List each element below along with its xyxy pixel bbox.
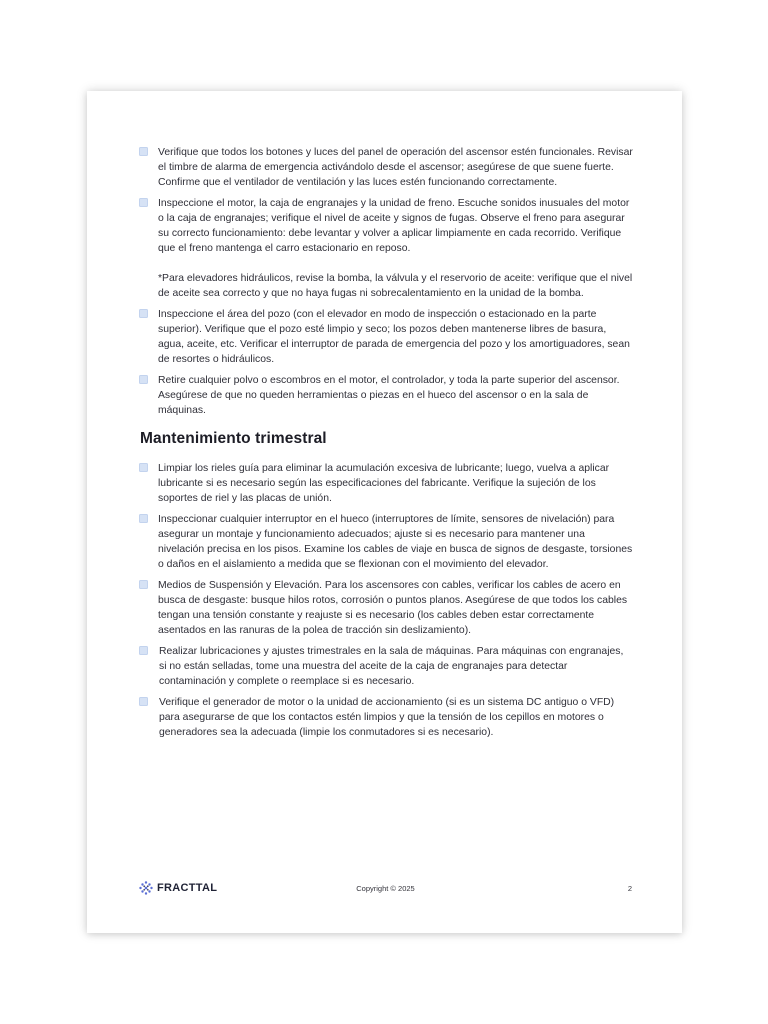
- logo-text: FRACTTAL: [157, 882, 218, 894]
- checklist-item: [139, 373, 633, 418]
- item-text: Inspeccione el motor, la caja de engranajes y la unidad de freno. Escuche sonidos inusuales del motor o la caja de engranajes; verifique el nivel de aceite y signos de fugas. Observe el freno para asegurar su correcto funcionamiento: debe levantar y volver a aplicar limpiamente en cada recorrido. Verifique que el freno mantenga el carro estacionario en reposo.: [158, 198, 630, 254]
- item-text: Inspeccionar cualquier interruptor en el hueco (interruptores de límite, sensores de nivelación) para asegurar un montaje y funcionamiento adecuados; ajuste si es necesario para mantener una nivelación precisa en los pisos. Examine los cables de viaje en busca de signos de desgaste, torsiones o daños en el aislamiento a medida que se flexionan con el movimiento del elevador.: [158, 514, 633, 570]
- checkbox[interactable]: [139, 147, 148, 156]
- checklist-item: [139, 307, 633, 367]
- item-text: Realizar lubricaciones y ajustes trimestrales en la sala de máquinas. Para máquinas con engranajes, si no están selladas, tome una muestra del aceite de la caja de engranajes para detectar contaminación y complete o reemplace si es necesario.: [159, 646, 624, 687]
- checkbox[interactable]: [139, 309, 148, 318]
- checklist-item: [139, 196, 633, 301]
- checkbox[interactable]: [139, 697, 148, 706]
- item-text: Verifique el generador de motor o la unidad de accionamiento (si es un sistema DC antiguo o VFD) para asegurarse de que los contactos estén limpios y que la tensión de los cepillos en motores o generadores sea la adecuada (limpie los conmutadores si es necesario).: [159, 697, 615, 738]
- page-number: 2: [627, 884, 632, 893]
- section-heading: Mantenimiento trimestral: [140, 430, 327, 447]
- checklist-item: [139, 512, 633, 572]
- checkbox[interactable]: [139, 646, 148, 655]
- page-footer: [139, 881, 632, 897]
- item-note: *Para elevadores hidráulicos, revise la bomba, la válvula y el reservorio de aceite: verifique que el nivel de aceite sea correcto y que no haya fugas ni sobrecalentamiento en la unidad de la bomba.: [158, 273, 633, 299]
- page-content: [139, 145, 633, 746]
- checklist-item: [139, 578, 633, 638]
- checkbox[interactable]: [139, 198, 148, 207]
- document-page: [87, 91, 682, 933]
- checklist-item: [139, 644, 633, 689]
- item-text: Medios de Suspensión y Elevación. Para los ascensores con cables, verificar los cables de acero en busca de desgaste: busque hilos rotos, corrosión o puntos planos. Asegúrese de que todos los cables tengan una tensión constante y reajuste si es necesario (los cables deben estar correctamente asentados en las ranuras de la polea de tracción sin deslizamiento).: [158, 580, 628, 636]
- copyright-text: Copyright © 2025: [356, 884, 415, 893]
- item-text: Limpiar los rieles guía para eliminar la acumulación excesiva de lubricante; luego, vuelva a aplicar lubricante si es necesario según las especificaciones del fabricante. Verifique la sujeción de los soportes de riel y las placas de unión.: [158, 463, 610, 504]
- item-text: Verifique que todos los botones y luces del panel de operación del ascensor estén funcionales. Revisar el timbre de alarma de emergencia activándolo desde el ascensor; asegúrese de que suene fuerte. Confirme que el ventilador de ventilación y las luces estén funcionando correctamente.: [158, 147, 633, 188]
- checklist-item: [139, 695, 633, 740]
- item-text: Retire cualquier polvo o escombros en el motor, el controlador, y toda la parte superior del ascensor. Asegúrese de que no queden herramientas o piezas en el hueco del ascensor o en la sala de máquinas.: [158, 375, 620, 416]
- checklist-item: [139, 145, 633, 190]
- checklist-item: [139, 461, 633, 506]
- item-text: Inspeccione el área del pozo (con el elevador en modo de inspección o estacionado en la parte superior). Verifique que el pozo esté limpio y seco; los pozos deben mantenerse libres de basura, agua, aceite, etc. Verificar el interruptor de parada de emergencia del pozo y los amortiguadores, sean de resortes o hidráulicos.: [158, 309, 630, 365]
- checkbox[interactable]: [139, 580, 148, 589]
- checkbox[interactable]: [139, 514, 148, 523]
- checkbox[interactable]: [139, 375, 148, 384]
- checkbox[interactable]: [139, 463, 148, 472]
